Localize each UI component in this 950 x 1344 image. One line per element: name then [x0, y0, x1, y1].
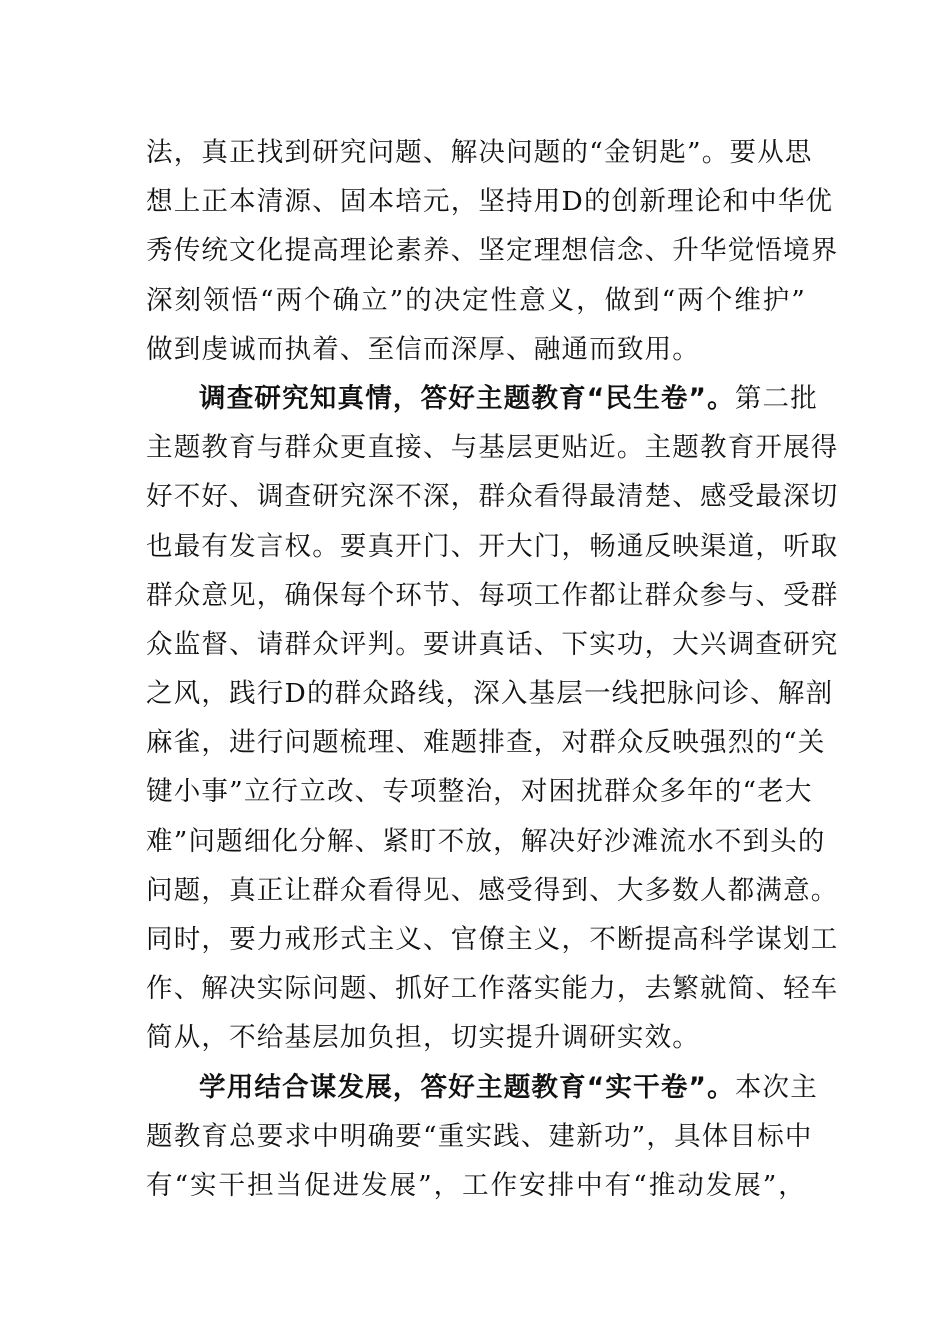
section-heading: 调查研究知真情，答好主题教育“民生卷”。: [199, 382, 735, 414]
text-line: 同时，要力戒形式主义、官僚主义，不断提高科学谋划工: [146, 924, 839, 955]
text-line: 有“实干担当促进发展”，工作安排中有“推动发展”，: [146, 1169, 806, 1201]
text-line: 深刻领悟“两个确立”的决定性意义，做到“两个维护”: [146, 284, 806, 316]
text-line: 秀传统文化提高理论素养、坚定理想信念、升华觉悟境界: [146, 235, 839, 267]
text-line: 想上正本清源、固本培元，坚持用D的创新理论和中华优: [146, 186, 834, 218]
heading-continuation: 本次主: [734, 1071, 818, 1103]
paragraph-3: [146, 1063, 818, 1211]
paragraph-1: [146, 128, 839, 374]
heading-continuation: 第二批: [734, 382, 818, 414]
text-line: 也最有发言权。要真开门、开大门，畅通反映渠道，听取: [146, 530, 839, 562]
text-line: 做到虔诚而执着、至信而深厚、融通而致用。: [146, 333, 700, 365]
paragraph-first-line: [146, 1063, 818, 1112]
body-text: [146, 128, 839, 1210]
text-line: 麻雀，进行问题梳理、难题排查，对群众反映强烈的“关: [146, 727, 826, 759]
text-line: 难”问题细化分解、紧盯不放，解决好沙滩流水不到头的: [146, 825, 826, 857]
text-line: 问题，真正让群众看得见、感受得到、大多数人都满意。: [146, 874, 839, 906]
section-heading: 学用结合谋发展，答好主题教育“实干卷”。: [199, 1071, 735, 1103]
text-line: 简从，不给基层加负担，切实提升调研实效。: [146, 1022, 700, 1054]
text-line: 众监督、请群众评判。要讲真话、下实功，大兴调查研究: [146, 628, 839, 660]
text-line: 法，真正找到研究问题、解决问题的“金钥匙”。要从思: [146, 137, 813, 168]
text-line: 题教育总要求中明确要“重实践、建新功”，具体目标中: [146, 1120, 813, 1152]
text-line: 群众意见，确保每个环节、每项工作都让群众参与、受群: [146, 579, 839, 611]
text-line: 之风，践行D的群众路线，深入基层一线把脉问诊、解剖: [146, 678, 834, 710]
text-line: 作、解决实际问题、抓好工作落实能力，去繁就简、轻车: [146, 973, 839, 1005]
text-line: 主题教育与群众更直接、与基层更贴近。主题教育开展得: [146, 432, 839, 464]
text-line: 好不好、调查研究深不深，群众看得最清楚、感受最深切: [146, 481, 839, 513]
text-line: 键小事”立行立改、专项整治，对困扰群众多年的“老大: [146, 776, 813, 808]
paragraph-first-line: [146, 374, 818, 423]
paragraph-2: [146, 374, 839, 1063]
